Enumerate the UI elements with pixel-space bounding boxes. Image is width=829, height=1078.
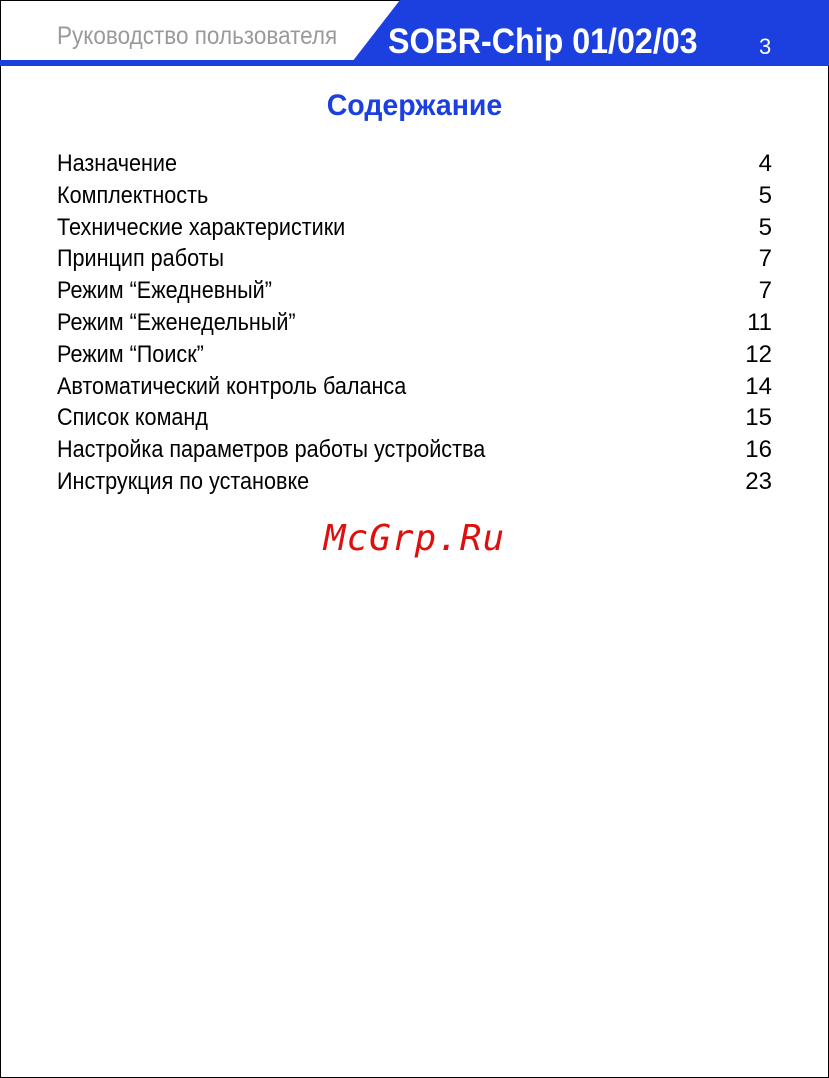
toc-entry-page: 4 bbox=[758, 150, 772, 177]
toc-entry-page: 14 bbox=[745, 372, 772, 400]
toc-entry[interactable] bbox=[57, 212, 772, 244]
toc-entry[interactable] bbox=[57, 307, 772, 339]
document-title: SOBR-Chip 01/02/03 bbox=[388, 22, 698, 61]
toc-entry-title: Назначение bbox=[57, 150, 178, 177]
toc-entry-page: 7 bbox=[758, 245, 772, 273]
header-subtitle: Руководство пользователя bbox=[57, 22, 338, 50]
toc-entry-title: Комплектность bbox=[57, 181, 209, 209]
table-of-contents bbox=[57, 148, 772, 498]
toc-entry-page: 16 bbox=[745, 436, 772, 464]
toc-entry[interactable] bbox=[57, 275, 772, 307]
toc-entry-title: Режим “Ежедневный” bbox=[57, 277, 272, 305]
toc-entry[interactable] bbox=[57, 402, 772, 434]
toc-entry-title: Режим “Еженедельный” bbox=[57, 308, 296, 336]
header-banner bbox=[0, 0, 829, 66]
toc-entry-title: Настройка параметров работы устройства bbox=[57, 436, 486, 464]
toc-entry[interactable] bbox=[57, 371, 772, 403]
toc-entry[interactable] bbox=[57, 339, 772, 371]
toc-entry[interactable] bbox=[57, 466, 772, 498]
page-number: 3 bbox=[759, 34, 772, 59]
toc-heading: Содержание bbox=[326, 89, 503, 122]
watermark: McGrp.Ru bbox=[323, 518, 506, 559]
toc-entry-title: Принцип работы bbox=[57, 245, 225, 273]
toc-entry-page: 12 bbox=[745, 340, 772, 368]
toc-entry-page: 5 bbox=[758, 181, 772, 209]
toc-entry[interactable] bbox=[57, 180, 772, 212]
toc-entry-title: Список команд bbox=[57, 404, 208, 432]
toc-entry-page: 7 bbox=[758, 277, 772, 305]
toc-entry-page: 11 bbox=[747, 308, 772, 336]
toc-entry-page: 23 bbox=[745, 467, 772, 495]
toc-entry[interactable] bbox=[57, 148, 772, 180]
toc-entry-page: 5 bbox=[758, 213, 772, 241]
toc-entry[interactable] bbox=[57, 434, 772, 466]
toc-entry-title: Режим “Поиск” bbox=[57, 340, 204, 368]
toc-entry-page: 15 bbox=[745, 404, 772, 432]
toc-entry-title: Инструкция по установке bbox=[57, 467, 310, 495]
toc-entry[interactable] bbox=[57, 243, 772, 275]
toc-entry-title: Автоматический контроль баланса bbox=[57, 372, 407, 400]
toc-entry-title: Технические характеристики bbox=[57, 213, 346, 241]
